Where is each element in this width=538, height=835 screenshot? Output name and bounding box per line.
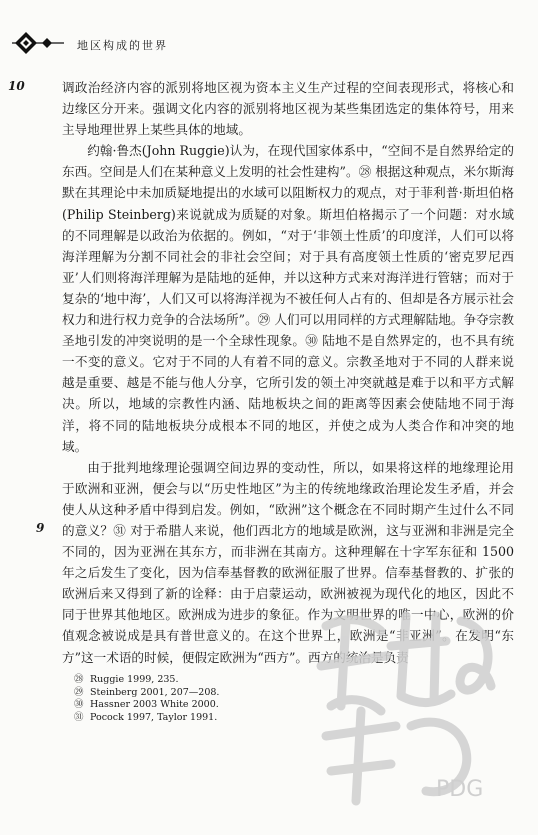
paragraph-3: 由于批判地缘理论强调空间边界的变动性，所以，如果将这样的地缘理论用于欧洲和亚洲，便会与以“历史性地区”为主的传统地缘政治理论发生矛盾，并会使人从这种矛盾中得到启发。例如，“欧洲”这个概念在不同时期产生过什么不同的意义？㉛ 对于希腊人来说，他们西北方的地域是欧洲，这与亚洲和非洲是完全不同的，因为亚洲在其东方，而非洲在其南方。这种理解在十字军东征和 1500 年之后发生了变化，因为信奉基督教的欧洲征服了世界。信奉基督教的、扩张的欧洲后来又得到了新的诠释：由于启蒙运动，欧洲被视为现代化的地区，因此不同于世界其他地区。欧洲成为进步的象征。作为文明世界的唯一中心，欧洲的价值观念被说成是具有普世意义的。在这个世界上，欧洲是“非亚洲”。在发明“东方”这一术语的时候，便假定欧洲为“西方”。西方的统治是负责 <box>62 459 514 665</box>
footnote <box>74 674 334 687</box>
margin-number-mid: 9 <box>36 521 45 535</box>
footnote <box>74 699 334 712</box>
body-text <box>62 77 514 668</box>
footnote-mark: ㉚ <box>74 699 84 710</box>
footnote-text: Pocock 1997, Taylor 1991. <box>90 711 218 723</box>
footnote <box>74 712 334 725</box>
footnotes <box>74 674 334 724</box>
footnote-text: Hassner 2003 White 2000. <box>90 699 219 710</box>
watermark-text: PDG <box>436 777 484 802</box>
margin-number-top: 10 <box>8 79 25 93</box>
running-head-title: 地区构成的世界 <box>77 39 168 52</box>
footnote-text: Ruggie 1999, 235. <box>90 674 179 685</box>
diamond-ornament-icon <box>12 28 64 58</box>
footnote <box>74 687 334 700</box>
footnote-text: Steinberg 2001, 207—208. <box>90 686 220 698</box>
running-header <box>0 28 538 58</box>
footnote-mark: ㉛ <box>74 711 84 723</box>
footnote-mark: ㉘ <box>74 674 84 685</box>
paragraph-1: 调政治经济内容的派别将地区视为资本主义生产过程的空间表现形式，将核心和边缘区分开来。强调文化内容的派别将地区视为某些集团选定的集体符号，用来主导地理世界上某些具体的地域。 <box>62 80 514 138</box>
footnote-mark: ㉙ <box>74 686 84 698</box>
paragraph-2: 约翰·鲁杰(John Ruggie)认为，在现代国家体系中，“空间不是自然界给定的东西。空间是人们在某种意义上发明的社会性建构”。㉘ 根据这种观点，米尔斯海默在其理论中未加质疑地提出的水域可以阻断权力的观点，对于菲利普·斯坦伯格(Philip Steinberg)来说就成为质疑的对象。斯坦伯格揭示了一个问题：对水域的不同理解是以政治为依据的。例如，“对于‘非领土性质’的印度洋，人们可以将海洋理解为分割不同社会的非社会空间；对于具有高度领土性质的‘密克罗尼西亚’人们则将海洋理解为是陆地的延伸，并以这种方式来对海洋进行管辖；而对于复杂的‘地中海’，人们又可以将海洋视为不被任何人占有的、但却是各方展示社会权力和进行权力竞争的合法场所”。㉙ 人们可以用同样的方式理解陆地。争夺宗教圣地引发的冲突说明的是一个全球性现象。㉚ 陆地不是自然界定的，也不具有统一不变的意义。它对于不同的人有着不同的意义。宗教圣地对于不同的人群来说越是重要、越是不能与他人分享，它所引发的领土冲突就越是难于以和平方式解决。所以，地域的宗教性内涵、陆地板块之间的距离等因素会使陆地不同于海洋，将不同的陆地板块分成根本不同的地区，并使之成为人类合作和冲突的地域。 <box>62 143 514 454</box>
